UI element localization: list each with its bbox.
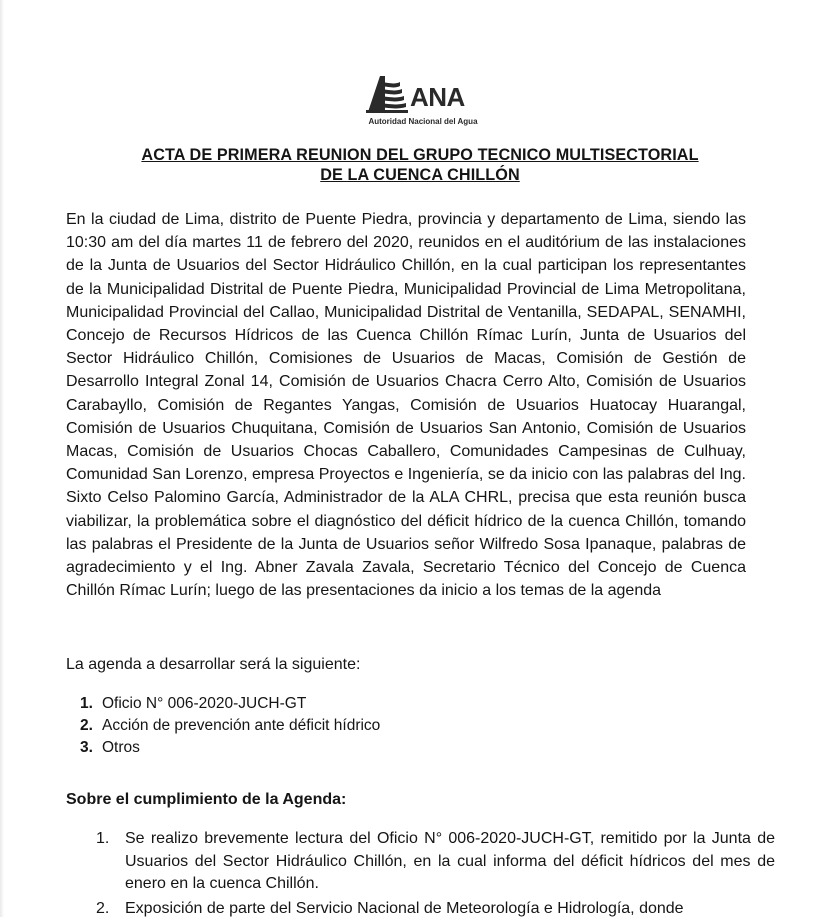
ana-emblem-icon bbox=[366, 76, 410, 114]
agenda-item-text: Oficio N° 006-2020-JUCH-GT bbox=[102, 695, 306, 712]
document-title-line-2: DE LA CUENCA CHILLÓN bbox=[60, 166, 780, 185]
agenda-intro: La agenda a desarrollar será la siguiente: bbox=[66, 656, 360, 674]
agenda-item bbox=[80, 715, 380, 737]
fulfillment-item bbox=[96, 828, 775, 896]
agenda-item-number: 3. bbox=[80, 737, 102, 759]
intro-paragraph: En la ciudad de Lima, distrito de Puente Piedra, provincia y departamento de Lima, siendo las 10:30 am del día martes 11 de febrero del 2020, reunidos en el auditórium de las instalaciones de la Junta de Usuarios del Sector Hidráulico Chillón, en la cual participan los representantes de la Municipalidad Distrital de Puente Piedra, Municipalidad Provincial de Lima Metropolitana, Municipalidad Provincial del Callao, Municipalidad Distrital de Ventanilla, SEDAPAL, SENAMHI, Concejo de Recursos Hídricos de las Cuenca Chillón Rímac Lurín, Junta de Usuarios del Sector Hidráulico Chillón, Comisiones de Usuarios de Macas, Comisión de Gestión de Desarrollo Integral Zonal 14, Comisión de Usuarios Chacra Cerro Alto, Comisión de Usuarios Carabayllo, Comisión de Regantes Yangas, Comisión de Usuarios Huatocay Huarangal, Comisión de Usuarios Chuquitana, Comisión de Usuarios San Antonio, Comisión de Usuarios Macas, Comisión de Usuarios Chocas Caballero, Comunidades Campesinas de Culhuay, Comunidad San Lorenzo, empresa Proyectos e Ingeniería, se da inicio con las palabras del Ing. Sixto Celso Palomino García, Administrador de la ALA CHRL, precisa que esta reunión busca viabilizar, la problemática sobre el diagnóstico del déficit hídrico de la cuenca Chillón, tomando las palabras el Presidente de la Junta de Usuarios señor Wilfredo Sosa Ipanaque, palabras de agradecimiento y el Ing. Abner Zavala Zavala, Secretario Técnico del Concejo de Cuenca Chillón Rímac Lurín; luego de las presentaciones da inicio a los temas de la agenda bbox=[66, 208, 746, 602]
agenda-item-number: 2. bbox=[80, 715, 102, 737]
fulfillment-item-text: Exposición de parte del Servicio Nacional de Meteorología e Hidrología, donde bbox=[125, 898, 775, 920]
agenda-item bbox=[80, 737, 380, 759]
agenda-item-number: 1. bbox=[80, 693, 102, 715]
logo-wordmark: ANA bbox=[410, 82, 465, 113]
fulfillment-item-number: 2. bbox=[96, 898, 109, 920]
agenda-item-text: Acción de prevención ante déficit hídrico bbox=[102, 717, 380, 734]
fulfillment-item-text: Se realizo brevemente lectura del Oficio N° 006-2020-JUCH-GT, remitido por la Junta de Usuarios del Sector Hidráulico Chillón, en la cual informa del déficit hídricos del mes de enero en la cuenca Chillón. bbox=[125, 828, 775, 896]
scan-edge-shadow bbox=[0, 0, 4, 917]
fulfillment-item-number: 1. bbox=[96, 828, 109, 851]
agenda-item bbox=[80, 693, 380, 715]
section-heading: Sobre el cumplimiento de la Agenda: bbox=[66, 791, 346, 809]
ana-logo bbox=[352, 70, 492, 132]
logo-subtitle: Autoridad Nacional del Agua bbox=[356, 117, 490, 126]
document-title-line-1: ACTA DE PRIMERA REUNION DEL GRUPO TECNICO MULTISECTORIAL bbox=[60, 146, 780, 165]
agenda-fulfillment-list bbox=[96, 828, 775, 920]
agenda-item-text: Otros bbox=[102, 739, 140, 756]
agenda-list bbox=[80, 693, 380, 759]
